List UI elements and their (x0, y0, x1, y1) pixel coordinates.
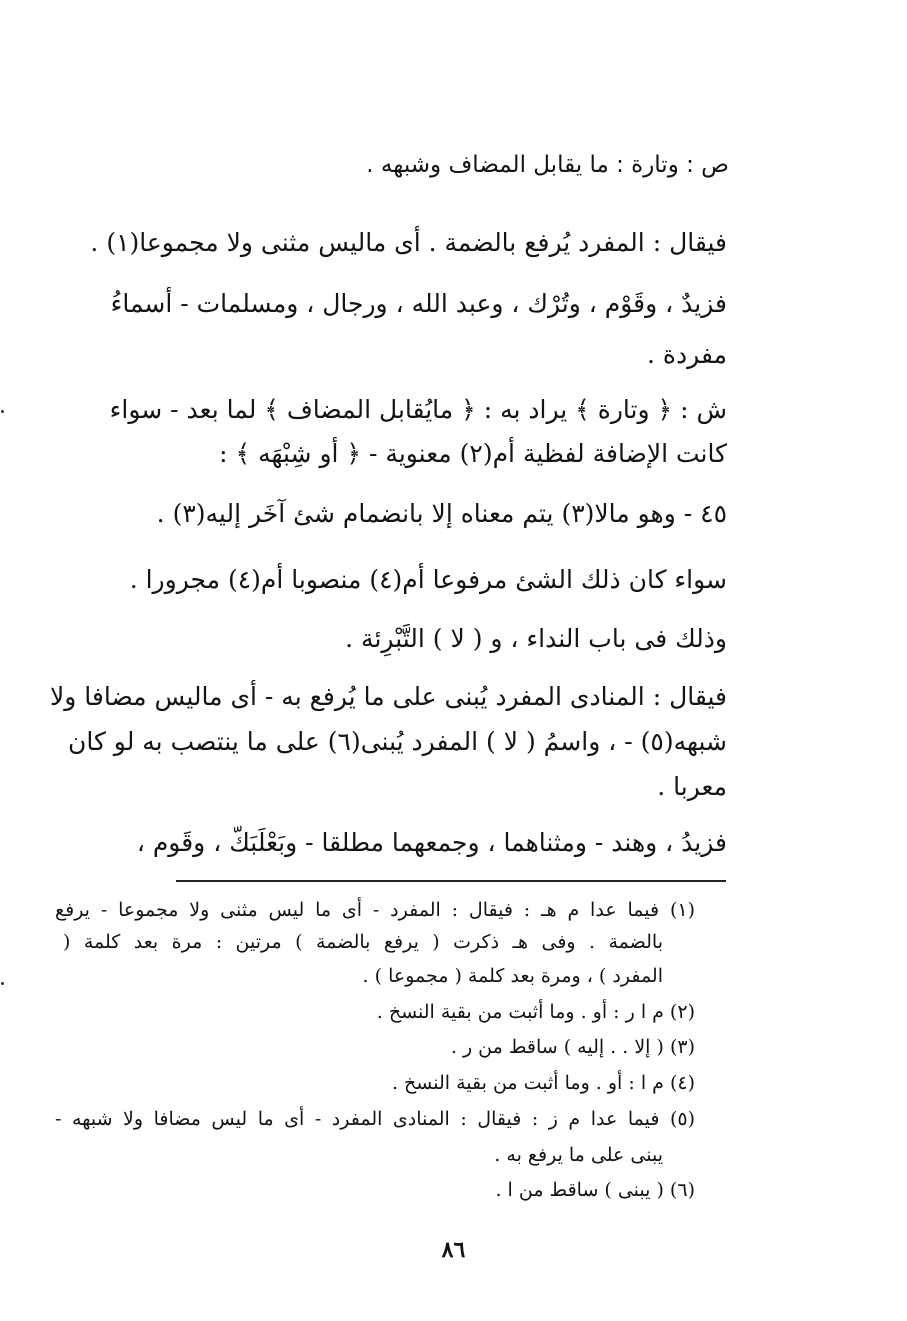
text-line-10: شبهه(٥) - ، واسمُ ( لا ) المفرد يُبنى(٦) على ما ينتصب به لو كان (67, 727, 727, 756)
text-line-6: ٤٥ - وهو مالا(٣) يتم معناه إلا بانضمام شئ آخَر إليه(٣) . (156, 499, 727, 528)
text-line-9: فيقال : المنادى المفرد يُبنى على ما يُرفع به - أى ماليس مضافا ولا (49, 682, 727, 711)
page-number: ٨٦ (441, 1237, 466, 1263)
footnote-line-9: (٦) ( يبنى ) ساقط من ا . (495, 1179, 695, 1201)
footnote-line-2: بالضمة . وفى هـ ذكرت ( يرفع بالضمة ) مرتين : مرة بعد كلمة ( (63, 931, 663, 953)
text-line-3: مفردة . (647, 340, 727, 369)
text-line-7: سواء كان ذلك الشئ مرفوعا أم(٤) منصوبا أم(٤) مجرورا . (129, 565, 727, 594)
footnote-line-4: (٢) م ا ر : أو . وما أثبت من بقية النسخ . (376, 1001, 695, 1023)
footnote-line-8: يبنى على ما يرفع به . (494, 1144, 663, 1166)
footnote-separator (176, 880, 726, 882)
text-line-1: فيقال : المفرد يُرفع بالضمة . أى ماليس مثنى ولا مجموعا(١) . (90, 228, 727, 257)
text-line-2: فزيدٌ ، وقَوْم ، وتُرْك ، وعبد الله ، ورجال ، ومسلمات - أسماءُ (110, 289, 727, 318)
text-line-8: وذلك فى باب النداء ، و ( لا ) التَّبْرِئة . (345, 624, 727, 653)
text-line-4: ش : ﴿ وتارة ﴾ يراد به : ﴿ مايُقابل المضاف ﴾ لما بعد - سواء (109, 395, 727, 424)
text-line-11: معربا . (657, 772, 727, 801)
footnote-line-6: (٤) م ا : أو . وما أثبت من بقية النسخ . (391, 1072, 695, 1094)
footnote-line-3: المفرد ) ، ومرة بعد كلمة ( مجموعا ) . (362, 965, 663, 987)
scan-speck (1, 410, 4, 413)
footnote-line-1: (١) فيما عدا م هـ : فيقال : المفرد - أى ما ليس مثنى ولا مجموعا - يرفع (55, 899, 695, 921)
text-line-12: فزيدُ ، وهند - ومثناهما ، وجمعهما مطلقا - وبَعْلَبَكّ ، وقَوم ، (136, 828, 727, 857)
scan-speck (1, 982, 4, 985)
section-heading: ص : وتارة : ما يقابل المضاف وشبهه . (366, 152, 729, 178)
text-line-5: كانت الإضافة لفظية أم(٢) معنوية - ﴿ أو شِبْهَه ﴾ : (219, 439, 727, 468)
footnote-line-7: (٥) فيما عدا م ز : فيقال : المنادى المفرد - أى ما ليس مضافا ولا شبهه - (55, 1108, 695, 1130)
footnote-line-5: (٣) ( إلا . . إليه ) ساقط من ر . (450, 1036, 695, 1058)
